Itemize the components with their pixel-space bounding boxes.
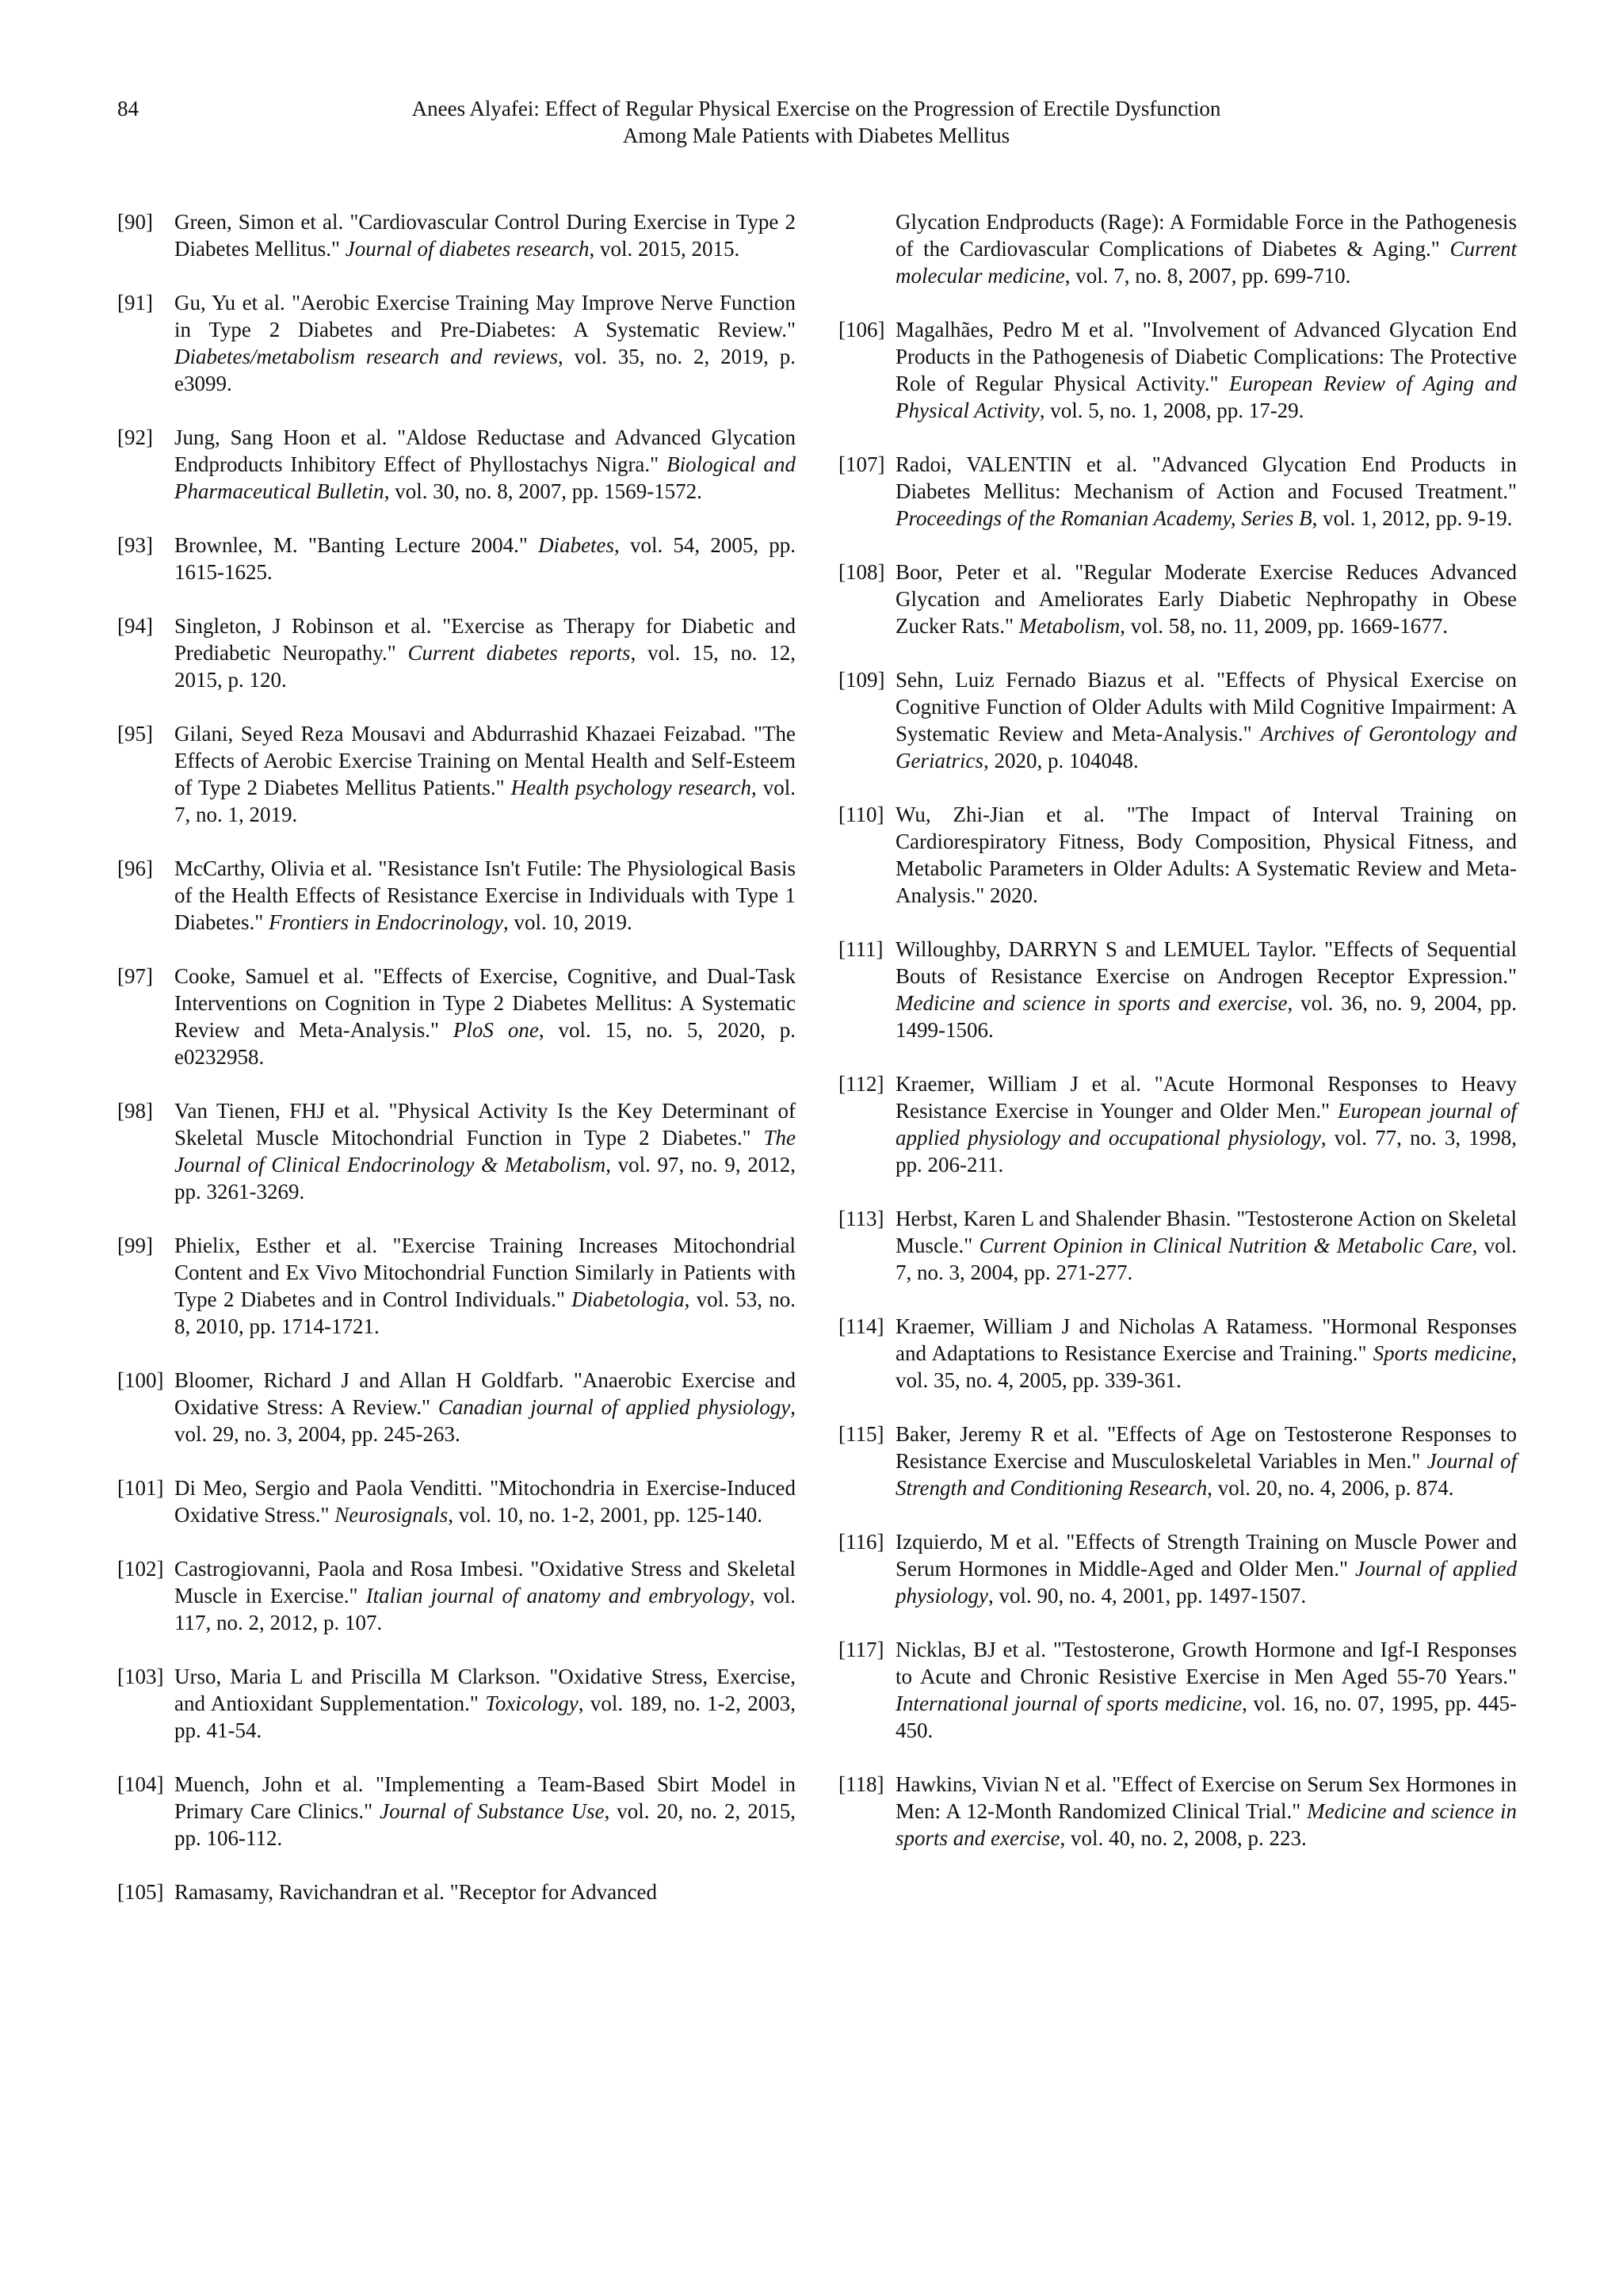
reference-text bbox=[896, 559, 1517, 639]
reference-journal: Diabetologia bbox=[571, 1287, 685, 1311]
reference-text bbox=[174, 855, 796, 936]
reference-entry bbox=[117, 532, 796, 585]
reference-number: [110] bbox=[838, 803, 884, 826]
reference-number: [101] bbox=[117, 1476, 164, 1500]
reference-number: [114] bbox=[838, 1314, 884, 1338]
reference-journal: Journal of Substance Use bbox=[380, 1799, 605, 1823]
reference-body: Ramasamy, Ravichandran et al. "Receptor for Advanced bbox=[174, 1880, 658, 1904]
reference-text bbox=[896, 801, 1517, 909]
reference-number: [100] bbox=[117, 1368, 164, 1392]
reference-text bbox=[896, 1771, 1517, 1852]
reference-body: Nicklas, BJ et al. "Testosterone, Growth Hormone and Igf-I Responses to Acute and Chronic Resistive Exercise in Men Aged 55-70 Years." bbox=[896, 1638, 1517, 1688]
reference-body: Radoi, VALENTIN et al. "Advanced Glycation End Products in Diabetes Mellitus: Mechanism of Action and Focused Treatment." bbox=[896, 452, 1517, 503]
reference-body: Castrogiovanni, Paola and Rosa Imbesi. "Oxidative Stress and Skeletal Muscle in Exercise." bbox=[174, 1557, 796, 1608]
reference-number: [99] bbox=[117, 1234, 153, 1257]
reference-continuation bbox=[896, 208, 1517, 289]
reference-text bbox=[896, 451, 1517, 532]
references-left-column bbox=[117, 208, 796, 1932]
reference-entry bbox=[117, 208, 796, 262]
reference-details: , vol. 10, no. 1-2, 2001, pp. 125-140. bbox=[448, 1503, 762, 1527]
reference-body: Phielix, Esther et al. "Exercise Training Increases Mitochondrial Content and Ex Vivo Mitochondrial Function Similarly in Patients with Type 2 Diabetes and in Control Individuals." bbox=[174, 1234, 796, 1311]
reference-entry bbox=[838, 1528, 1517, 1609]
reference-entry bbox=[117, 963, 796, 1070]
reference-entry bbox=[838, 1421, 1517, 1501]
reference-continuation-text: Glycation Endproducts (Rage): A Formidable Force in the Pathogenesis of the Cardiovascular Complications of Diabetes & Aging." bbox=[896, 210, 1517, 261]
reference-details: , vol. 189, no. 1-2, 2003, pp. 41-54. bbox=[174, 1691, 796, 1742]
running-header-line-2: Among Male Patients with Diabetes Mellitus bbox=[622, 124, 1010, 147]
reference-body: Muench, John et al. "Implementing a Team-Based Sbirt Model in Primary Care Clinics." bbox=[174, 1772, 796, 1823]
reference-text bbox=[896, 1636, 1517, 1744]
reference-text bbox=[896, 1070, 1517, 1178]
reference-entry bbox=[117, 424, 796, 505]
reference-entry bbox=[117, 1097, 796, 1205]
reference-details: , vol. 77, no. 3, 1998, pp. 206-211. bbox=[896, 1126, 1517, 1177]
reference-number: [109] bbox=[838, 668, 885, 692]
reference-text bbox=[174, 963, 796, 1070]
reference-entry bbox=[117, 1555, 796, 1636]
reference-text bbox=[896, 666, 1517, 774]
reference-details: , vol. 97, no. 9, 2012, pp. 3261-3269. bbox=[174, 1153, 796, 1203]
reference-number: [98] bbox=[117, 1099, 153, 1123]
reference-number: [115] bbox=[838, 1422, 884, 1446]
reference-body: Di Meo, Sergio and Paola Venditti. "Mitochondria in Exercise-Induced Oxidative Stress." bbox=[174, 1476, 796, 1527]
reference-journal: Diabetes/metabolism research and reviews bbox=[174, 345, 559, 368]
reference-number: [108] bbox=[838, 560, 885, 584]
reference-number: [118] bbox=[838, 1772, 884, 1796]
reference-journal: Neurosignals bbox=[334, 1503, 449, 1527]
reference-journal: Toxicology bbox=[485, 1691, 579, 1715]
reference-entry bbox=[838, 666, 1517, 774]
reference-journal: The Journal of Clinical Endocrinology & Metabolism bbox=[174, 1126, 796, 1177]
reference-body: Cooke, Samuel et al. "Effects of Exercise, Cognitive, and Dual-Task Interventions on Cognition in Type 2 Diabetes Mellitus: A Systematic Review and Meta-Analysis." bbox=[174, 964, 796, 1042]
reference-journal: PloS one bbox=[453, 1018, 539, 1042]
reference-details: , vol. 29, no. 3, 2004, pp. 245-263. bbox=[174, 1395, 796, 1446]
reference-journal: Metabolism bbox=[1018, 614, 1121, 638]
reference-entry bbox=[117, 1878, 796, 1905]
reference-body: McCarthy, Olivia et al. "Resistance Isn't Futile: The Physiological Basis of the Health Effects of Resistance Exercise in Individuals with Type 1 Diabetes." bbox=[174, 856, 796, 934]
reference-journal: Medicine and science in sports and exercise bbox=[896, 1799, 1517, 1850]
reference-entry bbox=[117, 1663, 796, 1744]
reference-journal: Journal of Strength and Conditioning Research bbox=[896, 1449, 1517, 1500]
page-number: 84 bbox=[117, 97, 139, 120]
reference-body: Sehn, Luiz Fernado Biazus et al. "Effects of Physical Exercise on Cognitive Function of Older Adults with Mild Cognitive Impairment: A Systematic Review and Meta-Analysis." bbox=[896, 668, 1517, 746]
reference-entry bbox=[838, 451, 1517, 532]
reference-details: , vol. 7, no. 3, 2004, pp. 271-277. bbox=[896, 1234, 1517, 1284]
reference-number: [111] bbox=[838, 937, 884, 961]
reference-journal: Frontiers in Endocrinology bbox=[268, 910, 503, 934]
reference-body: Boor, Peter et al. "Regular Moderate Exercise Reduces Advanced Glycation and Ameliorates Early Diabetic Nephropathy in Obese Zucker Rats." bbox=[896, 560, 1517, 638]
reference-text bbox=[896, 1313, 1517, 1394]
reference-journal: Journal of diabetes research bbox=[345, 237, 590, 261]
reference-number: [102] bbox=[117, 1557, 164, 1581]
reference-details: , vol. 10, 2019. bbox=[502, 910, 632, 934]
reference-body: Baker, Jeremy R et al. "Effects of Age on Testosterone Responses to Resistance Exercise and Musculoskeletal Variables in Men." bbox=[896, 1422, 1517, 1473]
reference-number: [107] bbox=[838, 452, 885, 476]
reference-number: [90] bbox=[117, 210, 153, 234]
reference-entry bbox=[838, 1636, 1517, 1744]
reference-text bbox=[896, 1421, 1517, 1501]
reference-text bbox=[896, 316, 1517, 424]
reference-journal: Medicine and science in sports and exercise bbox=[896, 991, 1288, 1015]
reference-entry bbox=[117, 1367, 796, 1447]
reference-journal: Proceedings of the Romanian Academy, Series B bbox=[896, 506, 1312, 530]
reference-journal: International journal of sports medicine bbox=[896, 1691, 1243, 1715]
reference-number: [93] bbox=[117, 533, 153, 557]
reference-text bbox=[174, 532, 796, 585]
reference-body: Van Tienen, FHJ et al. "Physical Activity Is the Key Determinant of Skeletal Muscle Mitochondrial Function in Type 2 Diabetes." bbox=[174, 1099, 796, 1150]
reference-number: [105] bbox=[117, 1880, 164, 1904]
reference-text bbox=[174, 1474, 796, 1528]
reference-entry bbox=[117, 855, 796, 936]
reference-details: , vol. 53, no. 8, 2010, pp. 1714-1721. bbox=[174, 1287, 796, 1338]
reference-number: [94] bbox=[117, 614, 153, 638]
reference-body: Hawkins, Vivian N et al. "Effect of Exercise on Serum Sex Hormones in Men: A 12-Month Randomized Clinical Trial." bbox=[896, 1772, 1517, 1823]
reference-entry bbox=[117, 289, 796, 397]
reference-journal: Biological and Pharmaceutical Bulletin bbox=[174, 452, 796, 503]
reference-text bbox=[174, 1555, 796, 1636]
references-right-list bbox=[838, 316, 1517, 1852]
reference-entry bbox=[117, 612, 796, 693]
reference-details: , vol. 35, no. 2, 2019, p. e3099. bbox=[174, 345, 796, 395]
reference-details: , vol. 36, no. 9, 2004, pp. 1499-1506. bbox=[896, 991, 1517, 1042]
reference-body: Gu, Yu et al. "Aerobic Exercise Training May Improve Nerve Function in Type 2 Diabetes and Pre‐Diabetes: A Systematic Review." bbox=[174, 291, 796, 341]
reference-text bbox=[174, 289, 796, 397]
reference-continuation-journal: Current molecular medicine bbox=[896, 237, 1517, 288]
reference-details: , vol. 16, no. 07, 1995, pp. 445-450. bbox=[896, 1691, 1517, 1742]
running-header-line-1: Anees Alyafei: Effect of Regular Physical Exercise on the Progression of Erectile Dysfunction bbox=[411, 97, 1221, 120]
reference-body: Urso, Maria L and Priscilla M Clarkson. "Oxidative Stress, Exercise, and Antioxidant Supplementation." bbox=[174, 1665, 796, 1715]
reference-details: , vol. 2015, 2015. bbox=[589, 237, 740, 261]
reference-text bbox=[896, 1528, 1517, 1609]
reference-number: [103] bbox=[117, 1665, 164, 1688]
reference-text bbox=[896, 1205, 1517, 1286]
reference-number: [112] bbox=[838, 1072, 884, 1096]
reference-details: , vol. 5, no. 1, 2008, pp. 17-29. bbox=[1039, 399, 1304, 422]
reference-journal: Diabetes bbox=[538, 533, 615, 557]
reference-journal: Health psychology research bbox=[510, 776, 752, 799]
reference-text bbox=[174, 1367, 796, 1447]
reference-text bbox=[174, 1771, 796, 1852]
reference-text bbox=[174, 1232, 796, 1340]
reference-details: , vol. 35, no. 4, 2005, pp. 339-361. bbox=[896, 1341, 1517, 1392]
reference-number: [113] bbox=[838, 1207, 884, 1230]
reference-details: , vol. 54, 2005, pp. 1615-1625. bbox=[174, 533, 796, 584]
reference-journal: Journal of applied physiology bbox=[896, 1557, 1517, 1608]
reference-body: Brownlee, M. "Banting Lecture 2004." bbox=[174, 533, 539, 557]
reference-details: , vol. 15, no. 5, 2020, p. e0232958. bbox=[174, 1018, 796, 1069]
reference-number: [92] bbox=[117, 425, 153, 449]
reference-number: [91] bbox=[117, 291, 153, 315]
reference-text bbox=[174, 1097, 796, 1205]
reference-details: , vol. 58, no. 11, 2009, pp. 1669-1677. bbox=[1120, 614, 1448, 638]
reference-body: Magalhães, Pedro M et al. "Involvement of Advanced Glycation End Products in the Pathogenesis of Diabetic Complications: The Protective Role of Regular Physical Activity." bbox=[896, 318, 1517, 395]
reference-journal: Italian journal of anatomy and embryology bbox=[365, 1584, 750, 1608]
reference-details: , vol. 20, no. 4, 2006, p. 874. bbox=[1207, 1476, 1454, 1500]
reference-entry bbox=[838, 936, 1517, 1043]
references-right-column bbox=[838, 208, 1517, 1878]
reference-body: Bloomer, Richard J and Allan H Goldfarb. "Anaerobic Exercise and Oxidative Stress: A Review." bbox=[174, 1368, 796, 1419]
reference-details: , vol. 20, no. 2, 2015, pp. 106-112. bbox=[174, 1799, 796, 1850]
reference-body: Izquierdo, M et al. "Effects of Strength Training on Muscle Power and Serum Hormones in Middle-Aged and Older Men." bbox=[896, 1530, 1517, 1581]
reference-entry bbox=[838, 1205, 1517, 1286]
reference-details: , vol. 30, no. 8, 2007, pp. 1569-1572. bbox=[384, 479, 702, 503]
reference-body: Singleton, J Robinson et al. "Exercise as Therapy for Diabetic and Prediabetic Neuropathy." bbox=[174, 614, 796, 665]
reference-number: [95] bbox=[117, 722, 153, 746]
reference-body: Kraemer, William J et al. "Acute Hormonal Responses to Heavy Resistance Exercise in Younger and Older Men." bbox=[896, 1072, 1517, 1123]
reference-details: , 2020, p. 104048. bbox=[983, 749, 1139, 772]
reference-journal: Current diabetes reports bbox=[407, 641, 631, 665]
reference-entry bbox=[117, 1771, 796, 1852]
reference-text bbox=[174, 612, 796, 693]
reference-number: [117] bbox=[838, 1638, 884, 1661]
reference-journal: European journal of applied physiology and occupational physiology bbox=[896, 1099, 1517, 1150]
reference-body: Willoughby, DARRYN S and LEMUEL Taylor. "Effects of Sequential Bouts of Resistance Exercise on Androgen Receptor Expression." bbox=[896, 937, 1517, 988]
reference-entry bbox=[838, 559, 1517, 639]
reference-number: [104] bbox=[117, 1772, 164, 1796]
reference-details: , vol. 1, 2012, pp. 9-19. bbox=[1312, 506, 1513, 530]
reference-details: , vol. 90, no. 4, 2001, pp. 1497-1507. bbox=[987, 1584, 1307, 1608]
reference-entry bbox=[838, 316, 1517, 424]
reference-number: [116] bbox=[838, 1530, 884, 1554]
reference-body: Green, Simon et al. "Cardiovascular Control During Exercise in Type 2 Diabetes Mellitus." bbox=[174, 210, 796, 261]
reference-text bbox=[174, 1878, 796, 1905]
reference-entry bbox=[838, 1771, 1517, 1852]
reference-body: Herbst, Karen L and Shalender Bhasin. "Testosterone Action on Skeletal Muscle." bbox=[896, 1207, 1517, 1257]
reference-journal: Sports medicine bbox=[1373, 1341, 1512, 1365]
reference-body: Jung, Sang Hoon et al. "Aldose Reductase and Advanced Glycation Endproducts Inhibitory Effect of Phyllostachys Nigra." bbox=[174, 425, 796, 476]
reference-text bbox=[174, 1663, 796, 1744]
reference-details: , vol. 117, no. 2, 2012, p. 107. bbox=[174, 1584, 796, 1634]
reference-entry bbox=[117, 1474, 796, 1528]
reference-body: Kraemer, William J and Nicholas A Ratamess. "Hormonal Responses and Adaptations to Resistance Exercise and Training." bbox=[896, 1314, 1517, 1365]
reference-journal: Canadian journal of applied physiology bbox=[437, 1395, 791, 1419]
reference-number: [106] bbox=[838, 318, 885, 341]
reference-entry bbox=[117, 720, 796, 828]
reference-details: , vol. 40, no. 2, 2008, p. 223. bbox=[1060, 1826, 1307, 1850]
reference-number: [97] bbox=[117, 964, 153, 988]
reference-journal: Current Opinion in Clinical Nutrition & Metabolic Care bbox=[979, 1234, 1472, 1257]
reference-text bbox=[174, 424, 796, 505]
reference-text bbox=[896, 936, 1517, 1043]
reference-continuation-details: , vol. 7, no. 8, 2007, pp. 699-710. bbox=[1064, 264, 1351, 288]
reference-journal: European Review of Aging and Physical Activity bbox=[896, 372, 1517, 422]
reference-number: [96] bbox=[117, 856, 153, 880]
reference-entry bbox=[838, 1313, 1517, 1394]
reference-details: , vol. 7, no. 1, 2019. bbox=[174, 776, 796, 826]
reference-body: Gilani, Seyed Reza Mousavi and Abdurrashid Khazaei Feizabad. "The Effects of Aerobic Exercise Training on Mental Health and Self-Esteem of Type 2 Diabetes Mellitus Patients." bbox=[174, 722, 796, 799]
reference-text bbox=[174, 208, 796, 262]
running-header bbox=[238, 95, 1395, 149]
reference-body: Wu, Zhi-Jian et al. "The Impact of Interval Training on Cardiorespiratory Fitness, Body Composition, Physical Fitness, and Metabolic Parameters in Older Adults: A Systematic Review and Meta-Analysis." 2020. bbox=[896, 803, 1517, 907]
reference-details: , vol. 15, no. 12, 2015, p. 120. bbox=[174, 641, 796, 692]
reference-journal: Archives of Gerontology and Geriatrics bbox=[896, 722, 1517, 772]
reference-text bbox=[174, 720, 796, 828]
reference-entry bbox=[117, 1232, 796, 1340]
reference-entry bbox=[838, 801, 1517, 909]
reference-entry bbox=[838, 1070, 1517, 1178]
